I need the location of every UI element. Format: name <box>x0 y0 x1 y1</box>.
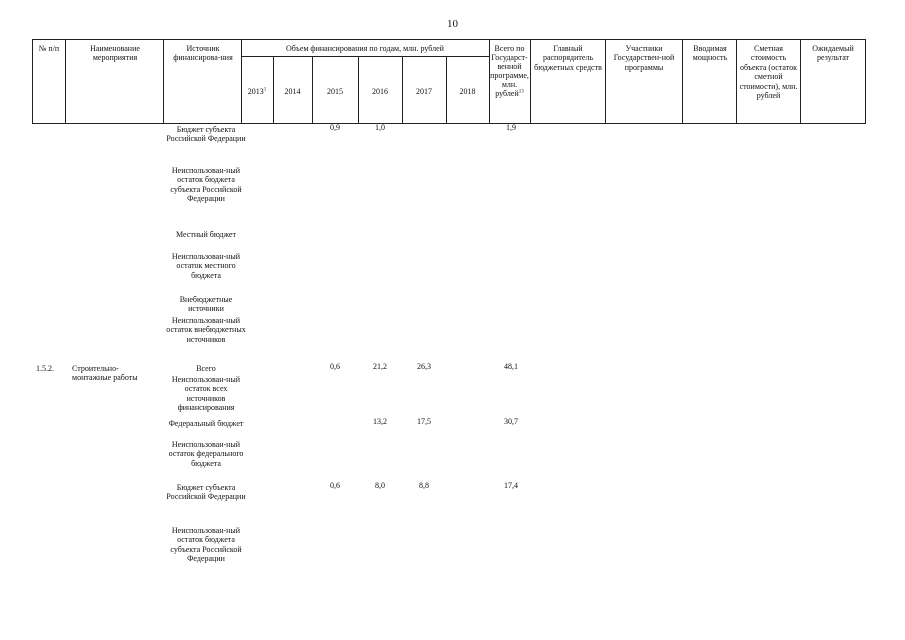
source-cell: Неиспользован-ный остаток бюджета субъекта Российской Федерации <box>170 166 242 204</box>
header-estimate: Сметная стоимость объекта (остаток сметной стоимости), млн. рублей <box>739 44 798 101</box>
source-cell: Всего <box>196 364 216 373</box>
source-cell: Неиспользован-ный остаток всех источников финансирования <box>171 375 241 413</box>
header-top-border <box>32 39 866 40</box>
value-2017: 26,3 <box>417 362 431 371</box>
col-divider <box>736 39 737 124</box>
source-cell: Неиспользован-ный остаток федерального бюджета <box>168 440 244 468</box>
header-year-2014: 2014 <box>284 87 301 96</box>
header-year-2015: 2015 <box>327 87 343 96</box>
value-2015: 0,6 <box>330 362 340 371</box>
header-name: Наименование мероприятия <box>90 44 140 63</box>
col-divider <box>865 39 866 124</box>
header-capacity: Вводимая мощность <box>692 44 728 63</box>
page-number: 10 <box>447 18 458 30</box>
value-total: 1,9 <box>506 123 516 132</box>
col-divider <box>682 39 683 124</box>
header-participants: Участники Государствен-ной программы <box>613 44 675 72</box>
source-cell: Бюджет субъекта Российской Федерации <box>166 483 246 502</box>
value-total: 30,7 <box>504 417 518 426</box>
col-divider <box>65 39 66 124</box>
header-year-divider <box>241 56 489 57</box>
header-funding-group: Объем финансирования по годам, млн. рублей <box>286 44 444 53</box>
header-year-2016: 2016 <box>372 87 388 96</box>
source-cell: Неиспользован-ный остаток внебюджетных источников <box>166 316 246 344</box>
source-cell: Бюджет субъекта Российской Федерации <box>166 125 246 144</box>
value-2017: 8,8 <box>419 481 429 490</box>
header-result: Ожидаемый результат <box>812 44 854 63</box>
col-divider <box>800 39 801 124</box>
value-2016: 21,2 <box>373 362 387 371</box>
row-name: Строительно-монтажные работы <box>72 364 138 383</box>
row-number: 1.5.2. <box>36 364 54 373</box>
value-total: 48,1 <box>504 362 518 371</box>
header-year-2013: 2013$^1$ <box>247 87 267 96</box>
value-2016: 8,0 <box>375 481 385 490</box>
source-cell: Неиспользован-ный остаток бюджета субъекта Российской Федерации <box>170 526 242 564</box>
header-source: Источник финансирова-ния <box>173 44 233 63</box>
source-cell: Местный бюджет <box>176 230 236 239</box>
header-bottom-border <box>32 123 866 124</box>
value-2017: 17,5 <box>417 417 431 426</box>
header-year-2018: 2018 <box>459 87 476 96</box>
header-manager: Главный распорядитель бюджетных средств <box>534 44 602 72</box>
header-no: № п/п <box>38 44 60 53</box>
col-divider <box>530 39 531 124</box>
col-divider <box>163 39 164 124</box>
col-divider <box>605 39 606 124</box>
source-cell: Внебюджетные источники <box>179 295 233 314</box>
header-year-2017: 2017 <box>416 87 432 96</box>
value-2016: 13,2 <box>373 417 387 426</box>
value-2015: 0,9 <box>330 123 340 132</box>
source-cell: Федеральный бюджет <box>168 419 244 428</box>
source-cell: Неиспользован-ный остаток местного бюджета <box>171 252 241 280</box>
value-total: 17,4 <box>504 481 518 490</box>
value-2016: 1,0 <box>375 123 385 132</box>
header-total: Всего по Государст- венной программе, млн. рублей$^{13}$ <box>490 44 529 98</box>
value-2015: 0,6 <box>330 481 340 490</box>
